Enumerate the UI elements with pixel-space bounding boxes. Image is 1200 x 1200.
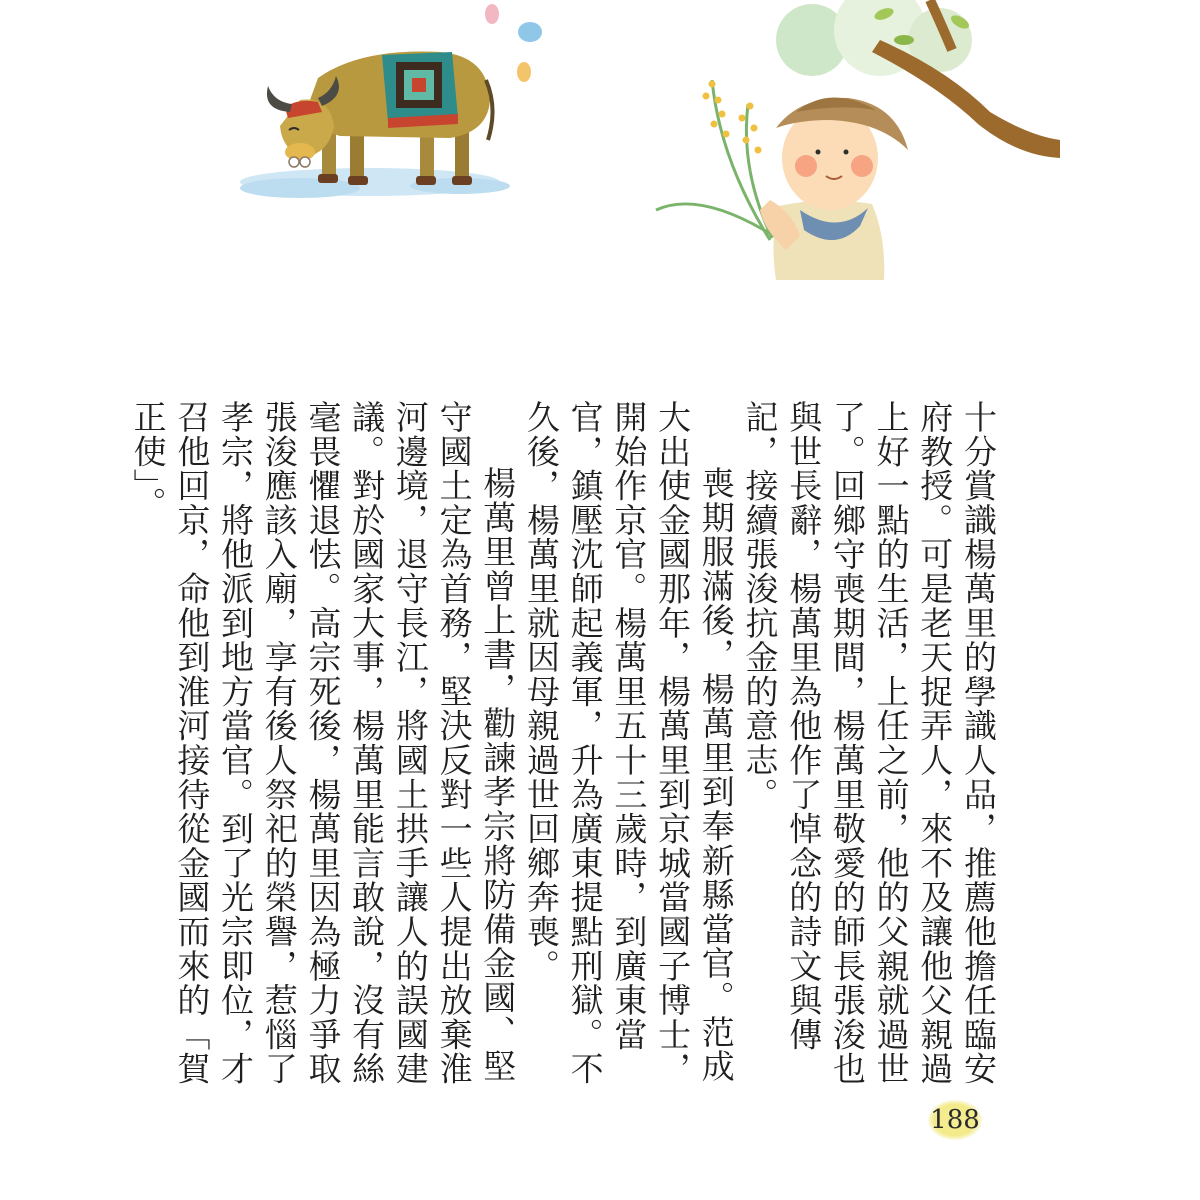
page-number: 188 bbox=[928, 1100, 982, 1140]
paragraph-2: 喪期服滿後，楊萬里到奉新縣當官。范成大出使金國那年，楊萬里到京城當國子博士，開始作京官。楊萬里五十三歲時，到廣東當官，鎮壓沈師起義軍，升為廣東提點刑獄。不久後，楊萬里就因母親過世回鄉奔喪。 bbox=[521, 400, 736, 1086]
paragraph-1: 十分賞識楊萬里的學識人品，推薦他擔任臨安府教授。可是老天捉弄人，來不及讓他父親過上好一點的生活，上任之前，他的父親就過世了。回鄉守喪期間，楊萬里敬愛的師長張浚也與世長辭，楊萬里為他作了悼念的詩文與傳記，接續張浚抗金的意志。 bbox=[740, 400, 998, 1086]
paragraph-3: 楊萬里曾上書，勸諫孝宗將防備金國、堅守國土定為首務，堅決反對一些人提出放棄淮河邊境，退守長江，將國土拱手讓人的誤國建議。對於國家大事，楊萬里能言敢說，沒有絲毫畏懼退怯。高宗死後，楊萬里因為極力爭取張浚應該入廟，享有後人祭祀的榮譽，惹惱了孝宗，將他派到地方當官。到了光宗即位，才召他回京，命他到淮河接待從金國而來的「賀正使」。 bbox=[128, 400, 518, 1086]
water-buffalo-illustration bbox=[240, 4, 542, 198]
vertical-text-body bbox=[128, 400, 1000, 1090]
header-illustration bbox=[0, 0, 1200, 300]
farmer-with-rice-illustration bbox=[656, 0, 1060, 280]
